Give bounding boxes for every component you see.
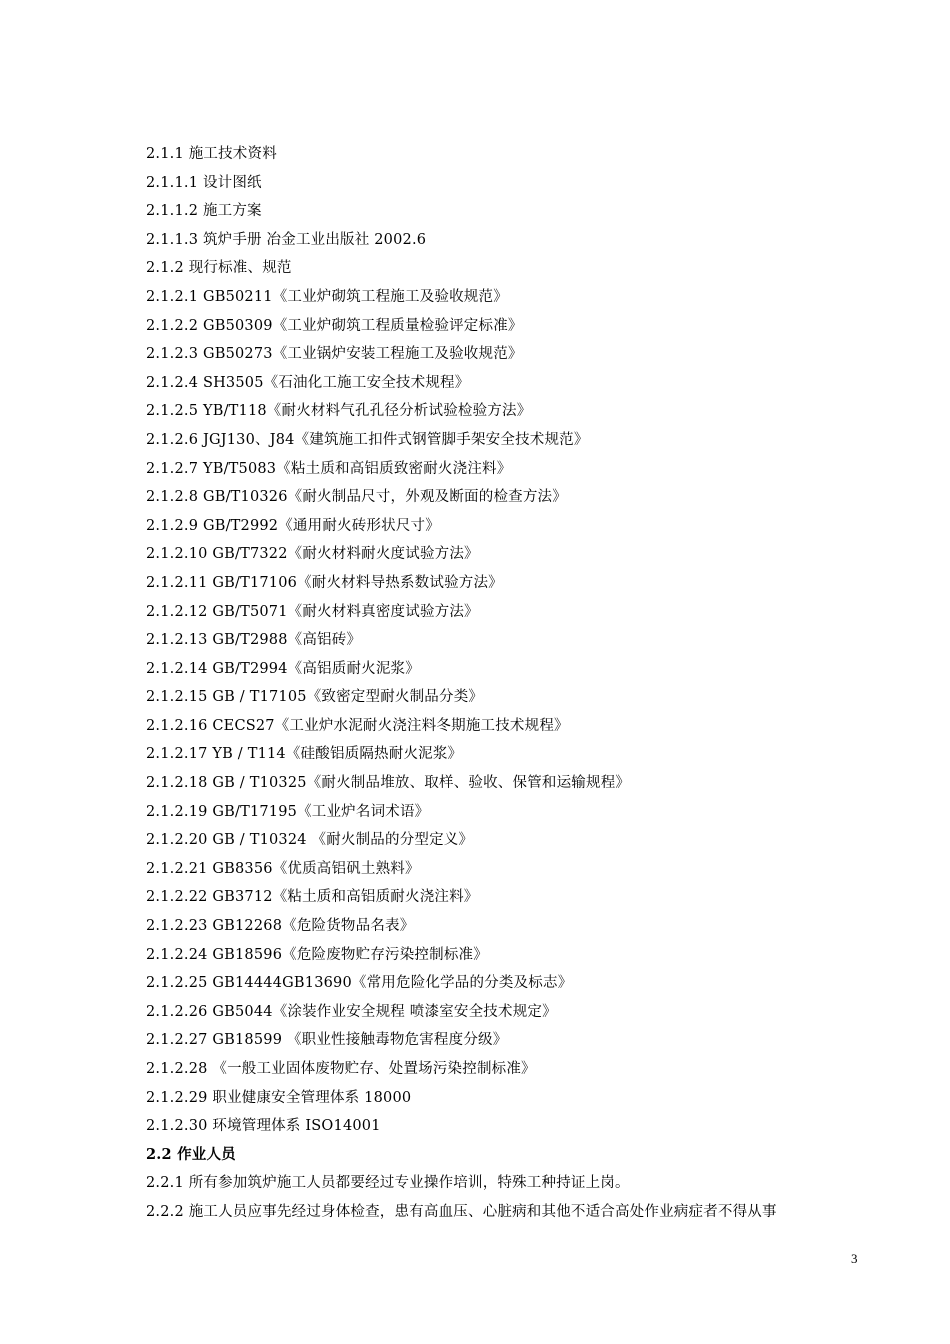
text-line: 2.1.2.3 GB50273《工业锅炉安装工程施工及验收规范》 <box>146 346 523 363</box>
text-line: 2.1.2.17 YB / T114《硅酸铝质隔热耐火泥浆》 <box>146 746 463 763</box>
text-line: 2.1.2.8 GB/T10326《耐火制品尺寸，外观及断面的检查方法》 <box>146 489 567 506</box>
text-line: 2.1.2.29 职业健康安全管理体系 18000 <box>146 1089 412 1106</box>
text-line: 2.1.2.19 GB/T17195《工业炉名词术语》 <box>146 803 430 820</box>
section-heading: 2.2 作业人员 <box>146 1145 236 1163</box>
text-line: 2.1.2.24 GB18596《危险废物贮存污染控制标准》 <box>146 946 488 963</box>
text-line: 2.1.2.6 JGJ130、J84《建筑施工扣件式钢管脚手架安全技术规范》 <box>146 431 589 448</box>
text-line: 2.1.2.22 GB3712《粘土质和高铝质耐火浇注料》 <box>146 889 479 906</box>
page-number: 3 <box>851 1251 858 1266</box>
text-line: 2.1.2.26 GB5044《涂装作业安全规程 喷漆室安全技术规定》 <box>146 1003 557 1020</box>
text-line: 2.1.1.2 施工方案 <box>146 203 262 220</box>
text-line: 2.1.1 施工技术资料 <box>146 146 277 162</box>
text-line: 2.2.2 施工人员应事先经过身体检查，患有高血压、心脏病和其他不适合高处作业病症者不得从事 <box>146 1203 777 1220</box>
text-line: 2.1.2.9 GB/T2992《通用耐火砖形状尺寸》 <box>146 517 440 534</box>
text-line: 2.1.2 现行标准、规范 <box>146 260 292 277</box>
text-line: 2.1.2.11 GB/T17106《耐火材料导热系数试验方法》 <box>146 574 503 591</box>
text-line: 2.1.2.18 GB / T10325《耐火制品堆放、取样、验收、保管和运输规程》 <box>146 775 631 792</box>
text-line: 2.1.2.16 CECS27《工业炉水泥耐火浇注料冬期施工技术规程》 <box>146 717 569 734</box>
text-line: 2.1.2.13 GB/T2988《高铝砖》 <box>146 632 362 649</box>
text-line: 2.1.2.21 GB8356《优质高铝矾土熟料》 <box>146 860 420 877</box>
text-line: 2.2.1 所有参加筑炉施工人员都要经过专业操作培训，特殊工种持证上岗。 <box>146 1175 630 1192</box>
text-line: 2.1.2.20 GB / T10324 《耐火制品的分型定义》 <box>146 832 474 849</box>
text-line: 2.1.2.27 GB18599 《职业性接触毒物危害程度分级》 <box>146 1032 508 1049</box>
text-line: 2.1.2.4 SH3505《石油化工施工安全技术规程》 <box>146 374 470 391</box>
document-body <box>146 140 876 1227</box>
text-line: 2.1.1.1 设计图纸 <box>146 174 262 191</box>
text-line: 2.1.2.2 GB50309《工业炉砌筑工程质量检验评定标准》 <box>146 317 523 334</box>
text-line: 2.1.2.14 GB/T2994《高铝质耐火泥浆》 <box>146 660 420 677</box>
text-line: 2.1.2.25 GB14444GB13690《常用危险化学品的分类及标志》 <box>146 975 573 992</box>
text-line: 2.1.2.10 GB/T7322《耐火材料耐火度试验方法》 <box>146 546 479 563</box>
text-line: 2.1.2.5 YB/T118《耐火材料气孔孔径分析试验检验方法》 <box>146 403 532 420</box>
text-line: 2.1.2.23 GB12268《危险货物品名表》 <box>146 918 415 935</box>
text-line: 2.1.1.3 筑炉手册 冶金工业出版社 2002.6 <box>146 231 427 248</box>
text-line: 2.1.2.15 GB / T17105《致密定型耐火制品分类》 <box>146 689 484 706</box>
text-line: 2.1.2.7 YB/T5083《粘土质和高铝质致密耐火浇注料》 <box>146 460 512 477</box>
text-line: 2.1.2.1 GB50211《工业炉砌筑工程施工及验收规范》 <box>146 288 508 305</box>
text-line: 2.1.2.28 《一般工业固体废物贮存、处置场污染控制标准》 <box>146 1061 536 1077</box>
text-line: 2.1.2.30 环境管理体系 ISO14001 <box>146 1118 381 1135</box>
text-line: 2.1.2.12 GB/T5071《耐火材料真密度试验方法》 <box>146 603 479 620</box>
